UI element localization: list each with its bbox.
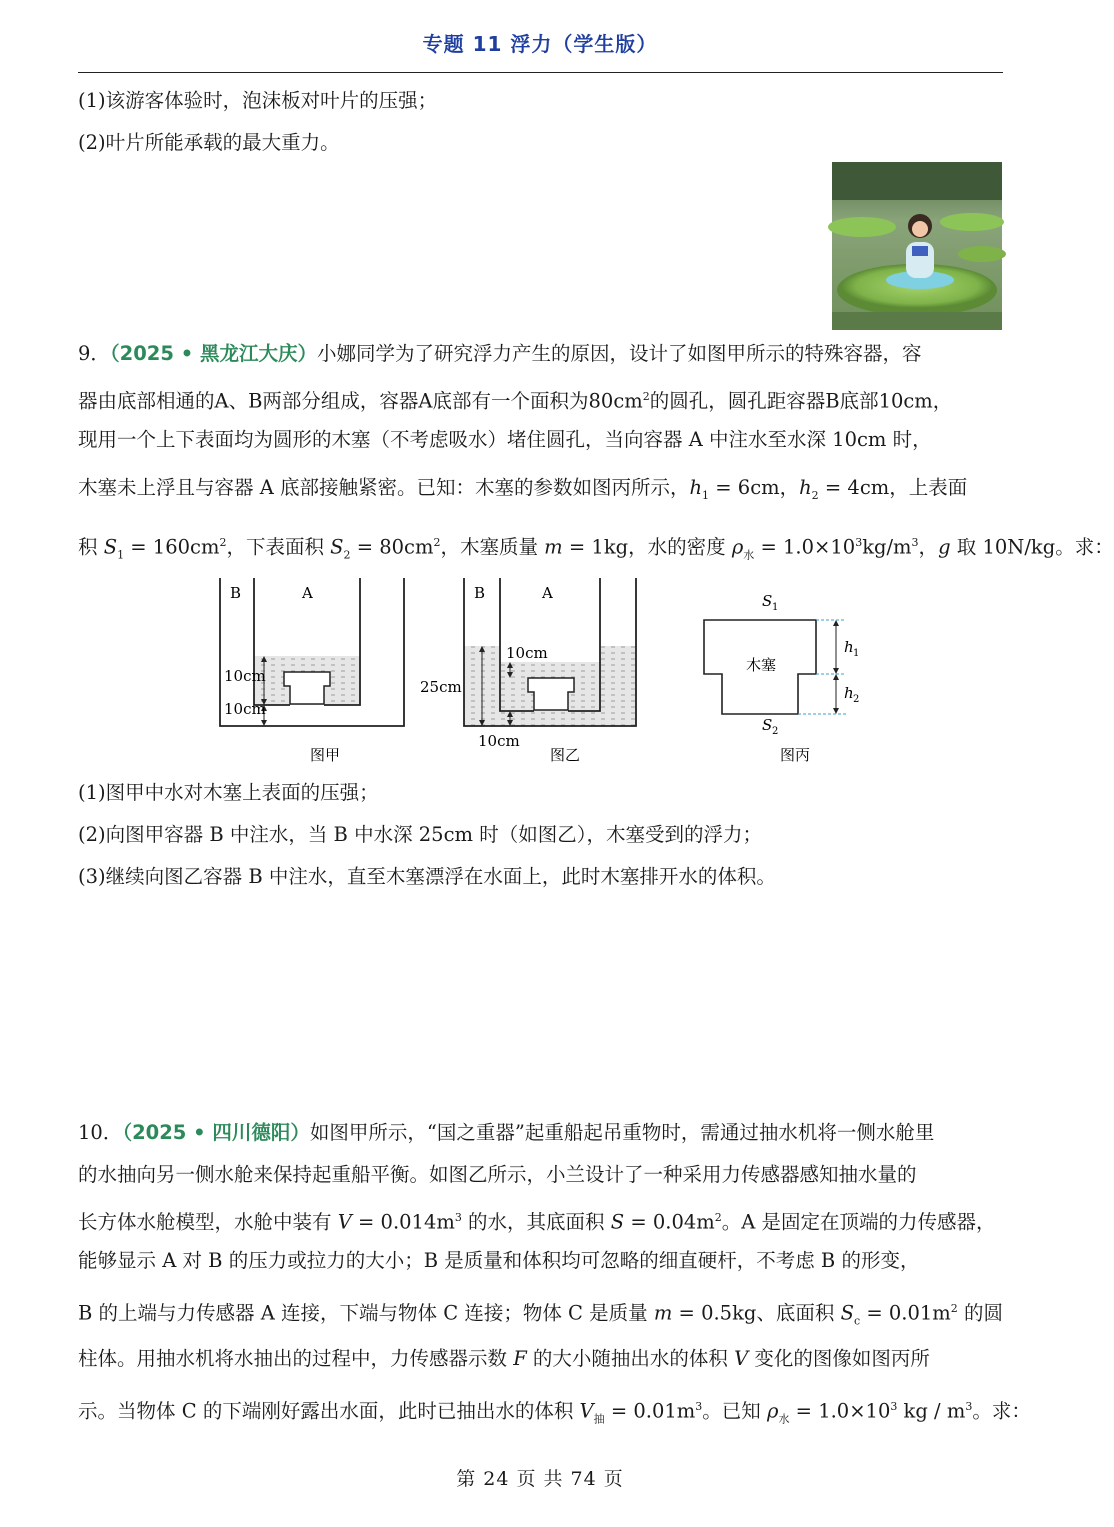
q10-text: 。求：	[972, 1399, 1031, 1423]
fig-jia-caption: 图甲	[310, 746, 341, 764]
q9-line-2	[78, 384, 952, 415]
fig-bing-s2-sub: 2	[772, 726, 779, 737]
q9-text: 木塞未上浮且与容器 A 底部接触紧密。已知：木塞的参数如图丙所示，	[78, 476, 690, 499]
q10-text: B 的上端与力传感器 A 连接，下端与物体 C 连接；物体 C 是质量	[78, 1301, 654, 1325]
prev-question-2: (2)叶片所能承载的最大重力。	[78, 131, 340, 154]
figure-jia	[220, 578, 404, 764]
q10-var: m	[653, 1301, 673, 1325]
q10-line-1	[78, 1120, 934, 1146]
fig-yi-dim-25cm: 25cm	[420, 678, 462, 696]
q10-sup: 3	[695, 1400, 703, 1413]
q10-sub: c	[853, 1314, 861, 1328]
fig-bing-s1: S	[762, 592, 773, 610]
q10-var: V	[579, 1399, 594, 1423]
q9-sup: 2	[433, 536, 441, 549]
q10-sup: 2	[950, 1302, 958, 1315]
q10-text: 柱体。用抽水机将水抽出的过程中，力传感器示数	[78, 1347, 514, 1370]
q10-text: kg / m	[897, 1399, 966, 1423]
q10-line-6	[78, 1346, 930, 1372]
q10-var: F	[513, 1347, 527, 1370]
q9-text: = 1kg，水的密度	[562, 535, 732, 559]
q9-source-tag: （2025 • 黑龙江大庆）	[109, 342, 317, 365]
q10-text: 的大小随抽出水的体积	[526, 1347, 735, 1370]
q10-text: 变化的图像如图丙所	[748, 1347, 930, 1370]
prev-question-1: (1)该游客体验时，泡沫板对叶片的压强；	[78, 89, 438, 112]
q10-sup: 3	[965, 1400, 973, 1413]
q9-var: S	[103, 535, 118, 559]
q10-text: = 0.5kg、底面积	[672, 1301, 841, 1325]
q9-var: g	[938, 535, 951, 559]
q9-text: 积	[78, 535, 104, 559]
q10-var: V	[734, 1347, 749, 1370]
q9-line-5	[78, 530, 1114, 568]
q10-var: V	[337, 1210, 352, 1234]
fig-bing-h1: h	[844, 638, 854, 656]
fig-jia-label-b: B	[230, 584, 242, 602]
q10-text: = 0.04m	[624, 1210, 715, 1234]
q9-sub: 2	[811, 488, 819, 502]
page-footer: 第 24 页 共 74 页	[456, 1468, 624, 1490]
q9-number: 9．	[78, 342, 110, 365]
q10-text: 。A 是固定在顶端的力传感器，	[721, 1210, 996, 1234]
q9-text: = 1.0×10	[754, 535, 856, 559]
q10-text: 长方体水舱模型，水舱中装有	[78, 1210, 338, 1234]
q9-line-4	[78, 475, 967, 509]
header-divider	[78, 72, 1003, 73]
water-lily-photo	[832, 162, 1002, 330]
fig-yi-label-a: A	[542, 584, 553, 602]
q10-text: 示。当物体 C 的下端刚好露出水面，此时已抽出水的体积	[78, 1399, 580, 1423]
q9-text: = 160cm	[124, 535, 220, 559]
q9-text: = 4cm，上表面	[818, 476, 968, 499]
q9-sub: 1	[702, 488, 710, 502]
q10-text: 如图甲所示，“国之重器”起重船起吊重物时，需通过抽水机将一侧水舱里	[309, 1121, 935, 1144]
q9-sub: 1	[117, 548, 125, 562]
fig-bing-s1-sub: 1	[772, 602, 779, 613]
q10-text: = 0.01m	[604, 1399, 696, 1423]
q9-text: 小娜同学为了研究浮力产生的原因，设计了如图甲所示的特殊容器，容	[317, 342, 922, 365]
q10-line-5	[78, 1296, 1003, 1334]
q10-line-4: 能够显示 A 对 B 的压力或拉力的大小；B 是质量和体积均可忽略的细直硬杆，不考虑 B 的形变，	[78, 1249, 920, 1272]
q10-sub: 抽	[593, 1412, 605, 1426]
q10-text: = 0.01m	[860, 1301, 951, 1325]
page-header-title: 专题 11 浮力（学生版）	[422, 32, 658, 56]
q10-sub: 水	[778, 1412, 790, 1426]
q9-text: 的圆孔，圆孔距容器B底部10cm，	[649, 389, 953, 413]
q9-question-1: (1)图甲中水对木塞上表面的压强；	[78, 781, 379, 804]
q9-sup: 2	[219, 536, 227, 549]
q10-text: = 0.014m	[351, 1210, 455, 1234]
q9-text: ，下表面积	[226, 535, 331, 559]
q9-sub: 2	[343, 548, 351, 562]
q10-line-3	[78, 1205, 996, 1236]
fig-yi-caption: 图乙	[550, 746, 581, 764]
q10-line-2: 的水抽向另一侧水舱来保持起重船平衡。如图乙所示，小兰设计了一种采用力传感器感知抽水量的	[78, 1163, 917, 1186]
q9-text: ，	[918, 535, 939, 559]
fig-jia-dim-10cm-top: 10cm	[224, 667, 266, 685]
q10-sup: 3	[890, 1400, 898, 1413]
fig-bing-caption: 图丙	[780, 746, 811, 764]
q10-sup: 2	[714, 1211, 722, 1224]
q10-line-7	[78, 1394, 1031, 1432]
q9-text: 80cm	[588, 389, 643, 413]
q9-line-1	[78, 341, 922, 367]
q10-text: 的水，其底面积	[461, 1210, 611, 1234]
fig-bing-h1-sub: 1	[853, 648, 860, 659]
q9-text: 取 10N/kg。求：	[950, 535, 1114, 559]
figure-yi	[420, 578, 636, 764]
q9-sup: 2	[642, 390, 650, 403]
q10-var: S	[840, 1301, 854, 1325]
q9-sup: 3	[911, 536, 919, 549]
q10-sup: 3	[454, 1211, 462, 1224]
fig-yi-label-b: B	[474, 584, 486, 602]
q10-text: 。已知	[702, 1399, 767, 1423]
q9-text: ，木塞质量	[440, 535, 545, 559]
q9-text: 器由底部相通的A、B两部分组成，容器A底部有一个面积为	[78, 389, 589, 413]
fig-jia-label-a: A	[302, 584, 313, 602]
q9-question-3: (3)继续向图乙容器 B 中注水，直至木塞漂浮在水面上，此时木塞排开水的体积。	[78, 865, 776, 888]
q10-number: 10．	[78, 1121, 123, 1144]
q10-var: ρ	[766, 1399, 779, 1423]
q10-var: S	[610, 1210, 625, 1234]
q9-var: m	[544, 535, 563, 559]
fig-yi-dim-10cm-top: 10cm	[506, 644, 548, 662]
q9-var: h	[799, 476, 812, 499]
fig-jia-dim-10cm-bottom: 10cm	[224, 700, 266, 718]
q9-line-3: 现用一个上下表面均为圆形的木塞（不考虑吸水）堵住圆孔，当向容器 A 中注水至水深 10cm 时，	[78, 428, 932, 451]
fig-bing-stopper-label: 木塞	[746, 656, 777, 674]
fig-bing-h2: h	[844, 684, 854, 702]
fig-bing-s2: S	[762, 716, 773, 734]
q9-figures	[210, 578, 870, 768]
q9-var: h	[689, 476, 703, 499]
fig-yi-dim-10cm-bottom: 10cm	[478, 732, 520, 750]
q9-text: kg/m	[862, 535, 912, 559]
q10-source-tag: （2025 • 四川德阳）	[122, 1121, 310, 1144]
q9-var: ρ	[731, 535, 744, 559]
q10-text: = 1.0×10	[789, 1399, 891, 1423]
figure-bing	[704, 592, 859, 764]
q9-sup: 3	[855, 536, 863, 549]
q9-question-2: (2)向图甲容器 B 中注水，当 B 中水深 25cm 时（如图乙），木塞受到的浮力；	[78, 823, 762, 846]
q9-sub: 水	[743, 548, 755, 562]
fig-bing-h2-sub: 2	[853, 694, 860, 705]
q10-text: 的圆	[957, 1301, 1003, 1325]
q9-text: = 80cm	[350, 535, 434, 559]
q9-text: = 6cm，	[709, 476, 800, 499]
q9-var: S	[330, 535, 344, 559]
